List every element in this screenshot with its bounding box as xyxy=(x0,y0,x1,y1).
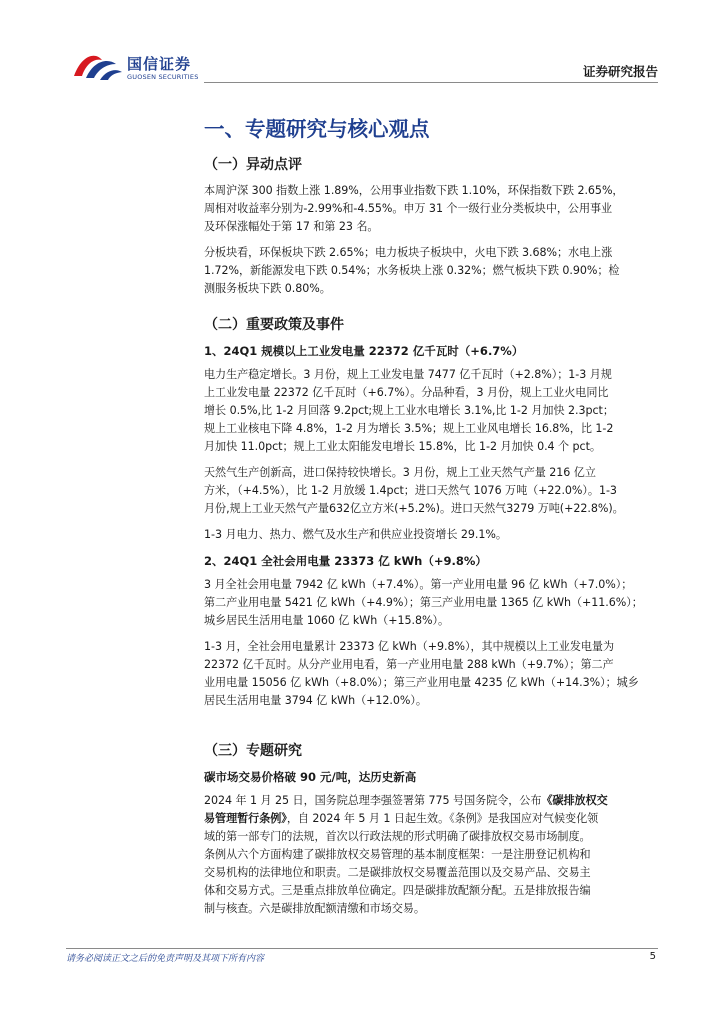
text-line: 规上工业核电下降 4.8%，1-2 月为增长 3.5%；规上工业风电增长 16.8%，比 1-2 xyxy=(204,422,614,435)
text-line: 域的第一部专门的法规，首次以行政法规的形式明确了碳排放权交易市场制度。 xyxy=(204,830,591,843)
text-line: 本周沪深 300 指数上涨 1.89%，公用事业指数下跌 1.10%，环保指数下跌 2.65%， xyxy=(204,184,624,197)
company-logo xyxy=(72,50,212,84)
text-line: 居民生活用电量 3794 亿 kWh（+12.0%）。 xyxy=(204,694,427,707)
paragraph-sector-review xyxy=(204,244,658,298)
text-line: 上工业发电量 22372 亿千瓦时（+6.7%）。分品种看，3 月份，规上工业火电同比 xyxy=(204,386,609,399)
paragraph-market-review xyxy=(204,182,658,236)
text-line: 月加快 11.0pct；规上工业太阳能发电增长 15.8%，比 1-2 月加快 0.4 个 pct。 xyxy=(204,440,601,453)
text-line: 1.72%，新能源发电下跌 0.54%；水务板块上涨 0.32%；燃气板块下跌 0.90%；检 xyxy=(204,264,620,277)
disclaimer-note: 请务必阅读正文之后的免责声明及其项下所有内容 xyxy=(66,954,265,964)
report-type-label: 证券研究报告 xyxy=(582,64,658,79)
subsection-heading-2: （二）重要政策及事件 xyxy=(204,317,344,333)
text-line: 体和交易方式。三是重点排放单位确定。四是碳排放配额分配。五是排放报告编 xyxy=(204,884,591,897)
text-line: 方米，（+4.5%），比 1-2 月放缓 1.4pct；进口天然气 1076 万吨（+22.0%）。1-3 xyxy=(204,484,617,497)
text-line: 业用电量 15056 亿 kWh（+8.0%）；第三产业用电量 4235 亿 kWh（+14.3%）；城乡 xyxy=(204,676,639,689)
paragraph-carbon-regulation xyxy=(204,792,658,918)
text-line: 周相对收益率分别为-2.99%和-4.55%。申万 31 个一级行业分类板块中，公用事业 xyxy=(204,202,613,215)
main-content xyxy=(204,112,658,926)
paragraph-power-generation xyxy=(204,366,658,456)
guosen-logo-icon xyxy=(72,50,124,82)
regulation-title-part1: 《碳排放权交 xyxy=(541,794,608,807)
text-line: 1-3 月，全社会用电量累计 23373 亿 kWh（+9.8%），其中规模以上工业发电量为 xyxy=(204,640,615,653)
logo-en-text: GUOSEN SECURITIES xyxy=(127,73,199,81)
topic-heading-consumption: 2、24Q1 全社会用电量 23373 亿 kWh（+9.8%） xyxy=(204,554,487,568)
logo-cn-text: 国信证券 xyxy=(127,55,192,73)
paragraph-investment xyxy=(204,526,658,544)
subsection-heading-3: （三）专题研究 xyxy=(204,743,302,759)
text-line: 3 月全社会用电量 7942 亿 kWh（+7.4%）。第一产业用电量 96 亿 kWh（+7.0%）； xyxy=(204,578,633,591)
text-line: 电力生产稳定增长。3 月份，规上工业发电量 7477 亿千瓦时（+2.8%）；1-3 月规 xyxy=(204,368,612,381)
text-line: 1-3 月电力、热力、燃气及水生产和供应业投资增长 29.1%。 xyxy=(204,528,507,541)
text-line: 天然气生产创新高，进口保持较快增长。3 月份，规上工业天然气产量 216 亿立 xyxy=(204,466,596,479)
page-number: 5 xyxy=(649,951,656,962)
paragraph-q1-consumption xyxy=(204,638,658,710)
text-line: 测服务板块下跌 0.80%。 xyxy=(204,282,331,295)
text-line xyxy=(204,792,658,810)
section-title: 一、专题研究与核心观点 xyxy=(204,117,430,141)
text-line: 增长 0.5%,比 1-2 月回落 9.2pct;规上工业水电增长 3.1%,比 1-2 月加快 2.3pct； xyxy=(204,404,614,417)
text-line: 月份,规上工业天然气产量632亿立方米(+5.2%)。进口天然气3279 万吨(+22.8%)。 xyxy=(204,502,624,515)
page-header xyxy=(0,0,724,90)
text-run: ，自 2024 年 5 月 1 日起生效。《条例》是我国应对气候变化领 xyxy=(286,812,599,825)
text-line xyxy=(204,810,658,828)
header-divider xyxy=(204,82,658,83)
text-line: 交易机构的法律地位和职责。二是碳排放权交易覆盖范围以及交易产品、交易主 xyxy=(204,866,591,879)
text-line: 第二产业用电量 5421 亿 kWh（+4.9%）；第三产业用电量 1365 亿 kWh（+11.6%）； xyxy=(204,596,643,609)
footer-divider xyxy=(66,948,658,949)
paragraph-natural-gas xyxy=(204,464,658,518)
text-line: 及环保涨幅处于第 17 和第 23 名。 xyxy=(204,220,379,233)
text-line: 分板块看，环保板块下跌 2.65%；电力板块子板块中，火电下跌 3.68%；水电上涨 xyxy=(204,246,613,259)
text-line: 制与核查。六是碳排放配额清缴和市场交易。 xyxy=(204,902,425,915)
text-line: 城乡居民生活用电量 1060 亿 kWh（+15.8%）。 xyxy=(204,614,449,627)
text-line: 条例从六个方面构建了碳排放权交易管理的基本制度框架：一是注册登记机构和 xyxy=(204,848,591,861)
subsection-heading-1: （一）异动点评 xyxy=(204,157,302,173)
topic-heading-generation: 1、24Q1 规模以上工业发电量 22372 亿千瓦时（+6.7%） xyxy=(204,344,524,358)
topic-heading-carbon-market: 碳市场交易价格破 90 元/吨，达历史新高 xyxy=(204,770,417,784)
paragraph-march-consumption xyxy=(204,576,658,630)
text-run: 2024 年 1 月 25 日，国务院总理李强签署第 775 号国务院令，公布 xyxy=(204,794,542,807)
text-line: 22372 亿千瓦时。从分产业用电看，第一产业用电量 288 kWh（+9.7%）；第二产 xyxy=(204,658,614,671)
regulation-title-part2: 易管理暂行条例》 xyxy=(204,812,287,825)
